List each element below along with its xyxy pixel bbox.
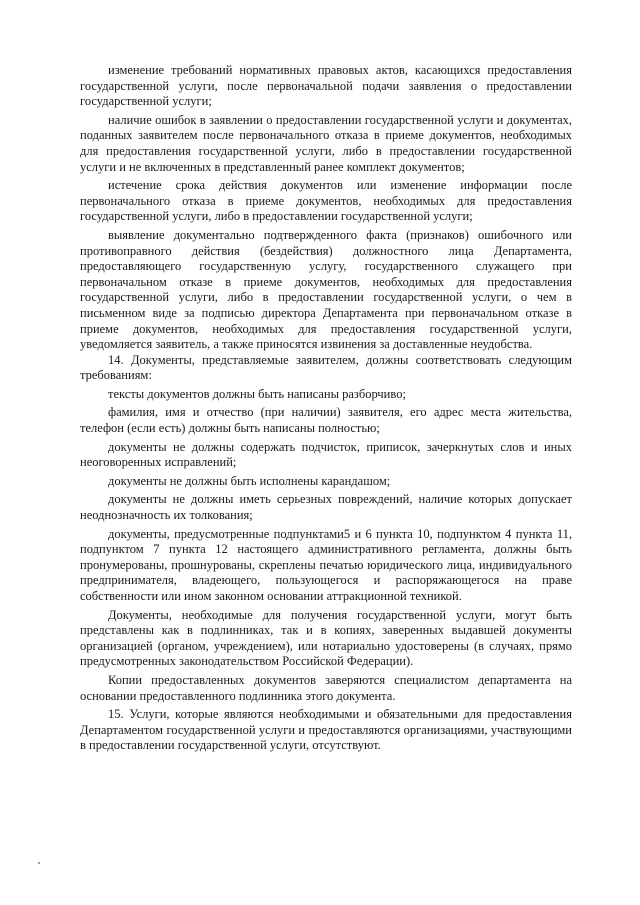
paragraph: истечение срока действия документов или изменение информации после первоначального отказа в приеме документов, необходимых для предоставления государственной услуги, либо в предоставлении государственной услуги; <box>80 178 572 224</box>
paragraph: тексты документов должны быть написаны разборчиво; <box>108 386 406 401</box>
paragraph: выявление документально подтвержденного факта (признаков) ошибочного или противоправного действия (бездействия) должностного лица Департамента, предоставляющего государственную услугу, государственного служащего при первоначальном отказе в приеме документов, необходимых для предоставления государственной услуги, либо в предоставлении государственной услуги, о чем в письменном виде за подписью директора Департамента при первоначальном отказе в приеме документов, необходимых для предоставления государственной услуги, уведомляется заявитель, а также приносятся извинения за доставленные неудобства. <box>80 227 572 352</box>
paragraph: Копии предоставленных документов заверяются специалистом департамента на основании предоставленного подлинника этого документа. <box>80 672 572 703</box>
document-body <box>80 63 572 754</box>
paragraph: документы не должны иметь серьезных повреждений, наличие которых допускает неоднозначность их толкования; <box>80 492 572 523</box>
paragraph: документы не должны содержать подчисток, приписок, зачеркнутых слов и иных неоговоренных исправлений; <box>80 439 572 470</box>
paragraph: изменение требований нормативных правовых актов, касающихся предоставления государственной услуги, после первоначальной подачи заявления о предоставлении государственной услуги; <box>80 63 572 109</box>
paragraph: 14. Документы, представляемые заявителем, должны соответствовать следующим требованиям: <box>80 352 572 383</box>
paragraph: документы не должны быть исполнены карандашом; <box>108 473 391 488</box>
scan-speck <box>38 862 40 864</box>
paragraph: наличие ошибок в заявлении о предоставлении государственной услуги и документах, поданных заявителем после первоначального отказа в приеме документов, необходимых для предоставления государственной услуги, либо в предоставлении государственной услуги и не включенных в представленный ранее комплект документов; <box>80 112 572 174</box>
paragraph: Документы, необходимые для получения государственной услуги, могут быть представлены как в подлинниках, так и в копиях, заверенных выдавшей документы организацией (органом, учреждением), или нотариально удостоверены (в случаях, прямо предусмотренных законодательством Российской Федерации). <box>80 607 572 669</box>
paragraph: фамилия, имя и отчество (при наличии) заявителя, его адрес места жительства, телефон (если есть) должны быть написаны полностью; <box>80 405 572 436</box>
paragraph: 15. Услуги, которые являются необходимыми и обязательными для предоставления Департаментом государственной услуги и предоставляются организациями, участвующими в предоставлении государственной услуги, отсутствуют. <box>80 707 572 753</box>
paragraph: документы, предусмотренные подпунктами5 и 6 пункта 10, подпунктом 4 пункта 11, подпунктом 7 пункта 12 настоящего административного регламента, должны быть пронумерованы, прошнурованы, скреплены печатью юридического лица, индивидуального предпринимателя, владеющего, пользующегося и распоряжающегося на праве собственности или ином законном основании аттракционной техникой. <box>80 526 572 603</box>
